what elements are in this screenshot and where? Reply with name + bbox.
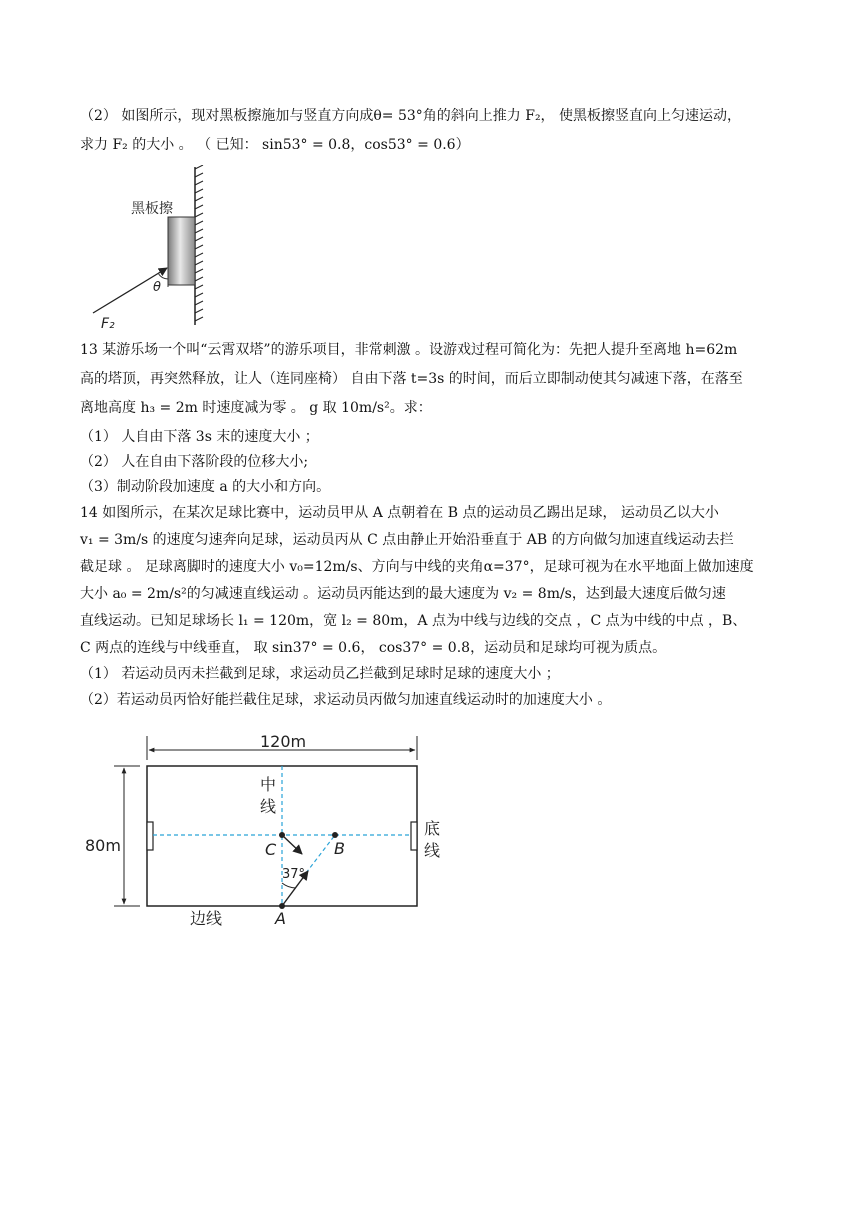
q13-sub3: （3）制动阶段加速度 a 的大小和方向。 (80, 479, 331, 495)
q14-line3: 截足球 。 足球离脚时的速度大小 v₀=12m/s、方向与中线的夹角α=37°，足球可视为在水平地面上做加速度 (80, 559, 754, 575)
eraser-label: 黑板擦 (131, 201, 173, 217)
q13-line3: 离地高度 h₃ = 2m 时速度减为零 。 g 取 10m/s²。求： (80, 400, 432, 416)
q12-part2-line2: 求力 F₂ 的大小 。 （ 已知： sin53° = 0.8，cos53° = 0.6） (80, 137, 470, 153)
point-c-label: C (265, 840, 277, 859)
force-f2-label: F₂ (101, 316, 115, 332)
q13-line1: 13 某游乐场一个叫“云霄双塔”的游乐项目，非常刺激 。设游戏过程可简化为：先把人提升至离地 h=62m (80, 342, 738, 358)
ball-path-ab-dashed (306, 835, 335, 873)
q14-line5: 直线运动。已知足球场长 l₁ = 120m，宽 l₂ = 80m，A 点为中线与边线的交点 ，C 点为中线的中点 ，B、 (80, 613, 747, 629)
q13-sub2: （2） 人在自由下落阶段的位移大小; (80, 454, 309, 470)
q14-line1: 14 如图所示，在某次足球比赛中，运动员甲从 A 点朝着在 B 点的运动员乙踢出足球， 运动员乙以大小 (80, 505, 719, 521)
angle-arc (158, 273, 168, 279)
point-b-label: B (334, 839, 345, 858)
wall-hatching (195, 165, 203, 321)
width-label: 80m (85, 836, 121, 855)
q12-part2-line1: （2） 如图所示，现对黑板擦施加与竖直方向成θ= 53°角的斜向上推力 F₂， 使黑板擦竖直向上匀速运动， (80, 108, 742, 124)
football-field-figure (80, 730, 460, 930)
midline-label-char1: 中 (260, 775, 277, 794)
eraser-block (168, 217, 195, 285)
midline-label-char2: 线 (260, 797, 277, 816)
endline-label-char1: 底 (424, 819, 441, 838)
point-b-dot (332, 832, 338, 838)
length-label: 120m (260, 732, 307, 751)
q14-line2: v₁ = 3m/s 的速度匀速奔向足球，运动员丙从 C 点由静止开始沿垂直于 AB 的方向做匀加速直线运动去拦 (80, 532, 734, 548)
q14-sub1: （1） 若运动员丙未拦截到足球，求运动员乙拦截到足球时足球的速度大小 ； (80, 666, 560, 682)
sideline-label: 边线 (190, 909, 223, 928)
angle-theta-label: θ (153, 280, 161, 295)
player-c-arrow (282, 835, 302, 854)
angle-37-arc (282, 883, 296, 888)
q13-sub1: （1） 人自由下落 3s 末的速度大小 ； (80, 429, 319, 445)
endline-label-char2: 线 (424, 841, 441, 860)
q13-line2: 高的塔顶，再突然释放，让人（连同座椅） 自由下落 t=3s 的时间，而后立即制动使其匀减速下落，在落至 (80, 371, 743, 387)
q14-line4: 大小 a₀ = 2m/s²的匀减速直线运动 。运动员丙能达到的最大速度为 v₂ = 8m/s，达到最大速度后做匀速 (80, 586, 726, 602)
point-c-dot (279, 832, 285, 838)
goal-right (411, 822, 417, 850)
eraser-figure (85, 165, 235, 335)
angle-37-label: 37° (282, 867, 306, 882)
q14-line6: C 两点的连线与中线垂直， 取 sin37° = 0.6， cos37° = 0.8，运动员和足球均可视为质点。 (80, 640, 667, 656)
goal-left (147, 822, 153, 850)
point-a-label: A (275, 909, 286, 928)
q14-sub2: （2）若运动员丙恰好能拦截住足球，求运动员丙做匀加速直线运动时的加速度大小 。 (80, 692, 612, 708)
